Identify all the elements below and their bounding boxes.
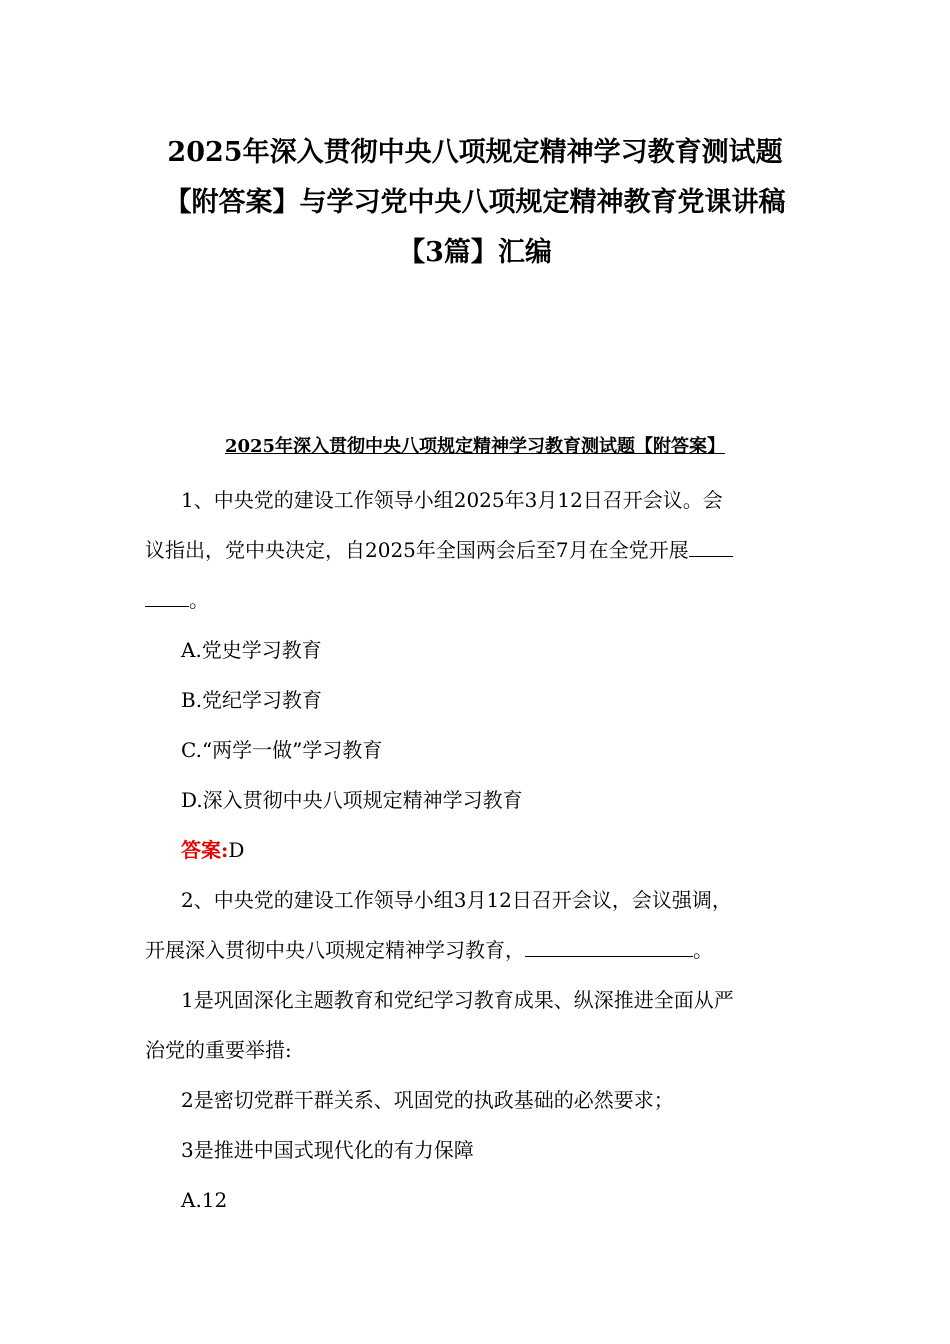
q1-option-a: A.党史学习教育 <box>181 638 322 662</box>
q1-line-1: 1、中央党的建设工作领导小组2025年3月12日召开会议。会 <box>181 488 723 512</box>
section-heading: 2025年深入贯彻中央八项规定精神学习教育测试题【附答案】 <box>224 436 726 457</box>
title-line-2: 【附答案】与学习党中央八项规定精神教育党课讲稿 <box>164 187 786 218</box>
q1-line-2 <box>145 528 810 572</box>
answer-value: D <box>228 838 245 862</box>
q2-item-1-line-2: 治党的重要举措: <box>145 1038 292 1062</box>
fill-blank <box>689 536 733 557</box>
q1-line-3-end: 。 <box>189 588 209 612</box>
q2-line-2-end: 。 <box>693 938 713 962</box>
q1-option-d: D.深入贯彻中央八项规定精神学习教育 <box>181 788 523 812</box>
q2-item-2: 2是密切党群干群关系、巩固党的执政基础的必然要求； <box>181 1088 674 1112</box>
q2-line-2-text: 开展深入贯彻中央八项规定精神学习教育， <box>145 938 525 962</box>
document-title <box>130 128 820 278</box>
q2-line-1: 2、中央党的建设工作领导小组3月12日召开会议，会议强调， <box>181 888 732 912</box>
answer-label: 答案: <box>181 838 229 862</box>
fill-blank <box>145 586 189 607</box>
title-line-1: 2025年深入贯彻中央八项规定精神学习教育测试题 <box>167 137 783 168</box>
q2-item-1-line-1: 1是巩固深化主题教育和党纪学习教育成果、纵深推进全面从严 <box>181 988 734 1012</box>
fill-blank <box>525 936 693 957</box>
q1-option-b: B.党纪学习教育 <box>181 688 323 712</box>
title-line-3: 【3篇】汇编 <box>398 237 552 268</box>
q1-answer <box>145 828 846 872</box>
q1-line-2-text: 议指出，党中央决定，自2025年全国两会后至7月在全党开展 <box>145 538 689 562</box>
q2-option-a: A.12 <box>181 1188 228 1212</box>
q2-item-3: 3是推进中国式现代化的有力保障 <box>181 1138 474 1162</box>
q2-line-2 <box>145 928 810 972</box>
q1-option-c: C.“两学一做”学习教育 <box>181 738 383 762</box>
q1-line-3 <box>145 578 810 622</box>
